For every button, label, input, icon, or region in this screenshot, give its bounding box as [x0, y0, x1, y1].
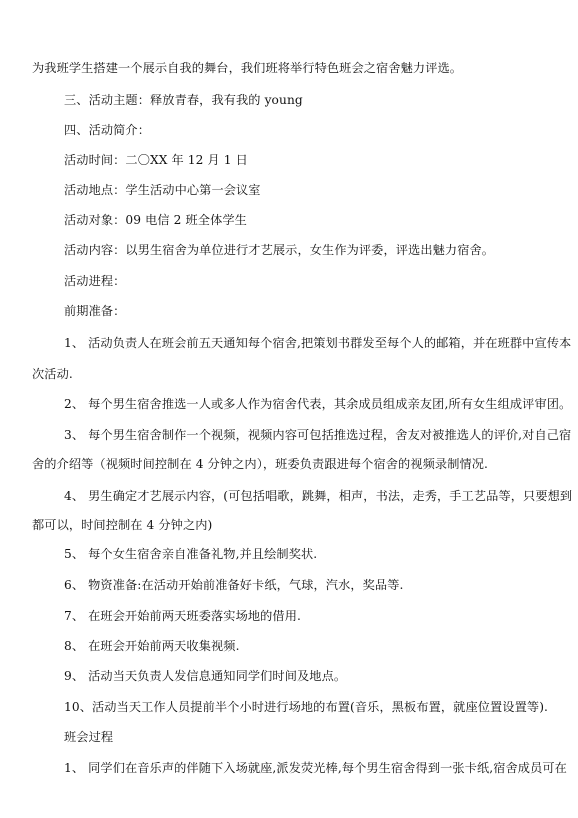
prep-item-3-line-2: 舍的介绍等（视频时间控制在 4 分钟之内），班委负责跟进每个宿舍的视频录制情况.: [32, 457, 489, 471]
paragraph-line-1: 为我班学生搭建一个展示自我的舞台，我们班将举行特色班会之宿舍魅力评选。: [32, 61, 463, 75]
prep-item-3-line-1: 3、 每个男生宿舍制作一个视频，视频内容可包括推选过程，舍友对被推选人的评价,对自己宿: [64, 428, 572, 442]
prep-item-4-line-1: 4、 男生确定才艺展示内容，(可包括唱歌，跳舞，相声，书法，走秀，手工艺品等，只要想到: [64, 489, 573, 503]
activity-process-heading: 活动进程：: [64, 274, 126, 288]
activity-content: 活动内容：以男生宿舍为单位进行才艺展示，女生作为评委，评选出魅力宿舍。: [64, 243, 495, 257]
prep-item-7: 7、 在班会开始前两天班委落实场地的借用.: [64, 609, 301, 623]
prep-item-4-line-2: 都可以，时间控制在 4 分钟之内): [32, 518, 213, 532]
prep-item-1-line-2: 次活动.: [32, 367, 73, 381]
section-heading-intro: 四、活动简介：: [64, 123, 151, 137]
prep-item-5: 5、 每个女生宿舍亲自准备礼物,并且绘制奖状.: [64, 547, 318, 561]
activity-time: 活动时间：二〇XX 年 12 月 1 日: [64, 153, 248, 167]
prep-item-1-line-1: 1、 活动负责人在班会前五天通知每个宿舍,把策划书群发至每个人的邮箱，并在班群中宣传本: [64, 336, 572, 350]
prep-item-9: 9、 活动当天负责人发信息通知同学们时间及地点。: [64, 669, 347, 683]
section-heading-theme: 三、活动主题：释放青春，我有我的 young: [64, 93, 303, 107]
class-meeting-process-heading: 班会过程: [64, 730, 114, 744]
activity-location: 活动地点：学生活动中心第一会议室: [64, 183, 261, 197]
prep-item-6: 6、 物资准备:在活动开始前准备好卡纸，气球，汽水，奖品等.: [64, 578, 404, 592]
activity-audience: 活动对象：09 电信 2 班全体学生: [64, 213, 247, 227]
prep-item-10: 10、活动当天工作人员提前半个小时进行场地的布置(音乐，黑板布置，就座位置设置等).: [64, 700, 549, 714]
prep-item-2: 2、 每个男生宿舍推选一人或多人作为宿舍代表，其余成员组成亲友团,所有女生组成评审团。: [64, 397, 572, 411]
process-item-1-line-1: 1、 同学们在音乐声的伴随下入场就座,派发荧光棒,每个男生宿舍得到一张卡纸,宿舍成员可在: [64, 761, 567, 775]
prep-item-8: 8、 在班会开始前两天收集视频.: [64, 639, 240, 653]
preparation-heading: 前期准备：: [64, 304, 126, 318]
